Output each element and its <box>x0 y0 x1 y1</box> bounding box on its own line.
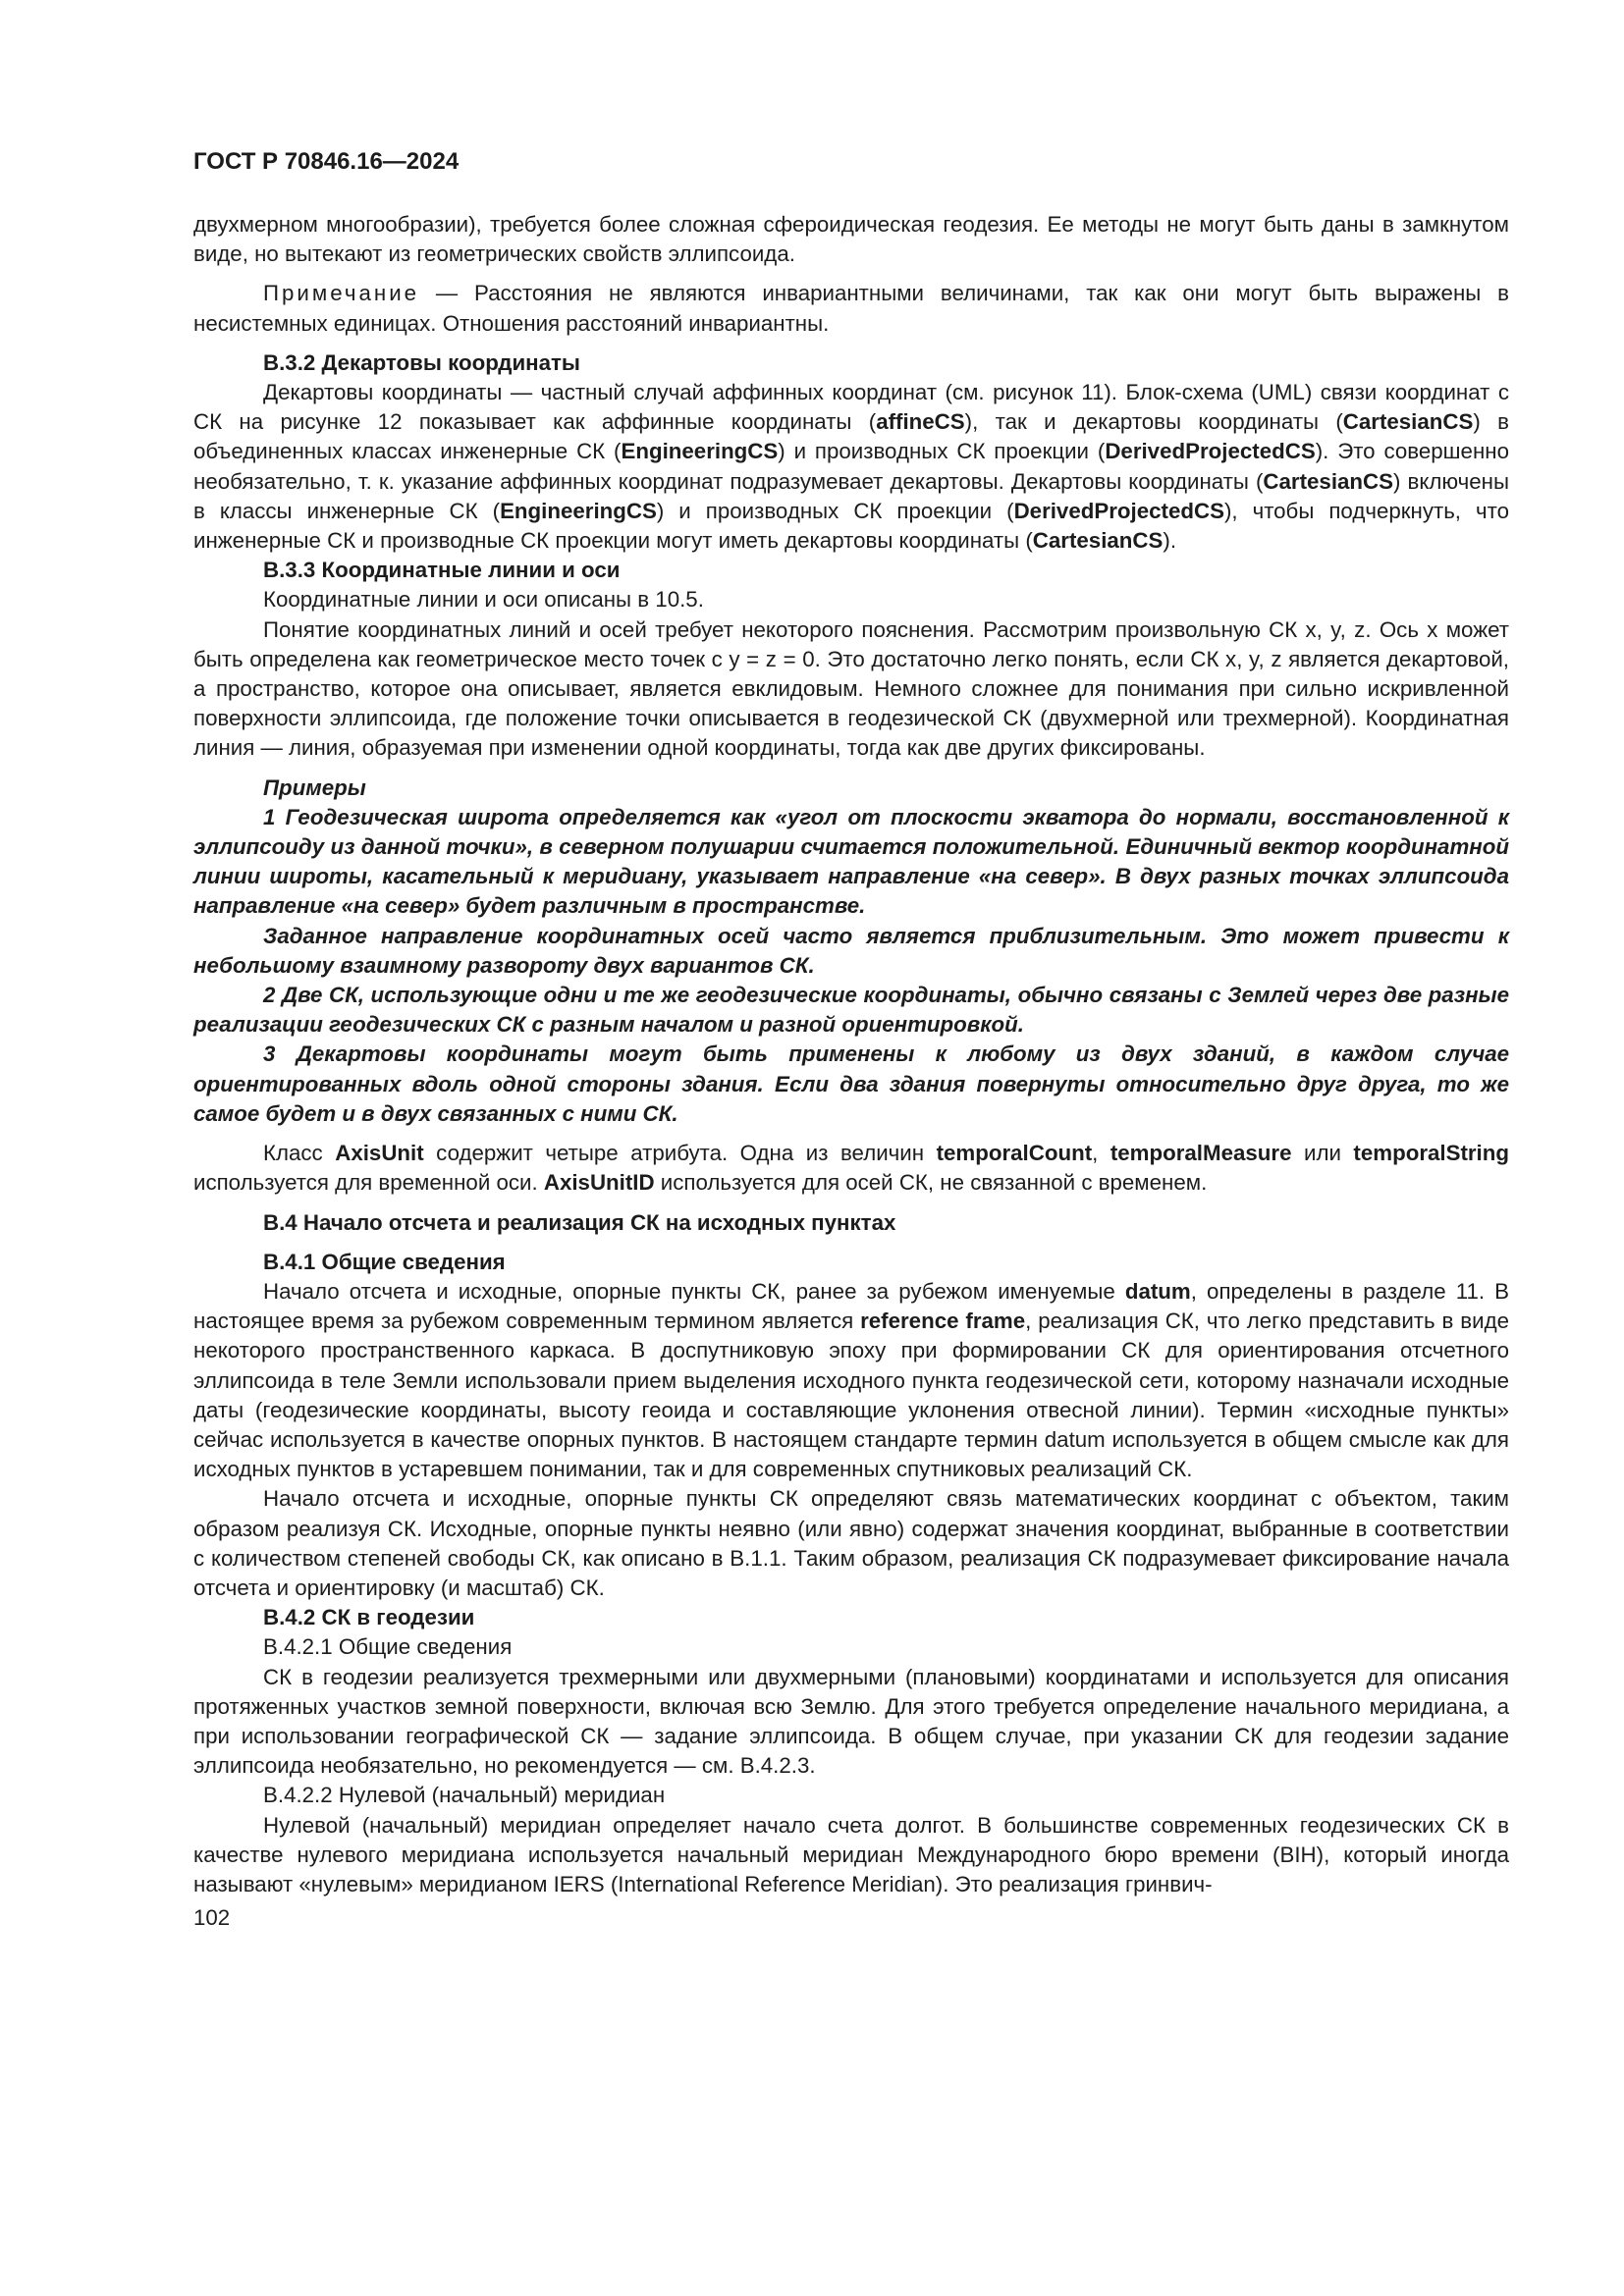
heading-b41: В.4.1 Общие сведения <box>263 1249 506 1274</box>
standard-header: ГОСТ Р 70846.16—2024 <box>193 148 460 175</box>
document-page <box>193 147 1509 1933</box>
heading-b42: В.4.2 СК в геодезии <box>263 1605 475 1630</box>
note-text: — Расстояния не являются инвариантными величинами, так как они могут быть выражены в несистемных единицах. Отношения расстояний инвариантны. <box>193 281 1509 336</box>
b422-paragraph: Нулевой (начальный) меридиан определяет начало счета долгот. В большинстве современных геодезических СК в качестве нулевого меридиана используется начальный меридиан Международного бюро времени (BIH), который иногда называют «нулевым» меридианом IERS (International Reference Meridian). Это реализация гринвич- <box>193 1812 1509 1896</box>
note-label: Примечание <box>263 281 420 306</box>
b421-paragraph: СК в геодезии реализуется трехмерными или двухмерными (плановыми) координатами и используется для описания протяженных участков земной поверхности, включая всю Землю. Для этого требуется определение начального меридиана, а при использовании географической СК — задание эллипсоида. В общем случае, при указании СК для геодезии задание эллипсоида необязательно, но рекомендуется — см. В.4.2.3. <box>193 1664 1509 1779</box>
heading-b33: В.3.3 Координатные линии и оси <box>263 558 621 583</box>
heading-b422: В.4.2.2 Нулевой (начальный) меридиан <box>263 1783 666 1808</box>
axisunit-paragraph: Класс AxisUnit содержит четыре атрибута. Одна из величин temporalCount, temporalMeasure или temporalString используется для временной оси. AxisUnitID используется для осей СК, не связанной с временем. <box>193 1141 1509 1196</box>
b41-paragraph-1: Начало отсчета и исходные, опорные пункты СК, ранее за рубежом именуемые datum, определены в разделе 11. В настоящее время за рубежом современным термином является reference frame, реализация СК, что легко представить в виде некоторого пространственного каркаса. В доспутниковую эпоху при формировании СК для ориентирования отсчетного эллипсоида в теле Земли использовали прием выделения исходного пункта геодезической сети, которому назначали исходные даты (геодезические координаты, высоту геоида и составляющие уклонения отвесной линии). Термин «исходные пункты» сейчас используется в качестве опорных пунктов. В настоящем стандарте термин datum используется в общем смысле как для исходных пунктов в устаревшем понимании, так и для современных спутниковых реализаций СК. <box>193 1278 1510 1482</box>
b33-paragraph-2: Понятие координатных линий и осей требует некоторого пояснения. Рассмотрим произвольную СК x, y, z. Ось x может быть определена как геометрическое место точек с y = z = 0. Это достаточно легко понять, если СК x, y, z является декартовой, а пространство, которое она описывает, является евклидовым. Немного сложнее для понимания при сильно искривленной поверхности эллипсоида, где положение точки описывается в геодезической СК (двухмерной или трехмерной). Координатная линия — линия, образуемая при изменении одной координаты, тогда как две других фиксированы. <box>193 616 1509 761</box>
heading-b421: В.4.2.1 Общие сведения <box>263 1634 513 1660</box>
heading-b4: В.4 Начало отсчета и реализация СК на исходных пунктах <box>263 1209 896 1235</box>
intro-paragraph: двухмерном многообразии), требуется более сложная сфероидическая геодезия. Ее методы не могут быть даны в замкнутом виде, но вытекают из геометрических свойств эллипсоида. <box>193 212 1509 267</box>
example-1: 1 Геодезическая широта определяется как «угол от плоскости экватора до нормали, восстановленной к эллипсоиду из данной точки», в северном полушарии считается положительной. Единичный вектор координатной линии широты, касательный к меридиану, указывает направление «на север». В двух разных точках эллипсоида направление «на север» будет различным в пространстве. <box>193 804 1509 919</box>
b33-paragraph-1: Координатные линии и оси описаны в 10.5. <box>263 587 704 613</box>
note-paragraph <box>193 279 1509 338</box>
example-2: 2 Две СК, использующие одни и те же геодезические координаты, обычно связаны с Землей через две разные реализации геодезических СК с разным началом и разной ориентировкой. <box>193 983 1509 1038</box>
example-3: 3 Декартовы координаты могут быть применены к любому из двух зданий, в каждом случае ориентированных вдоль одной стороны здания. Если два здания повернуты относительно друг друга, то же самое будет и в двух связанных с ними СК. <box>193 1041 1509 1126</box>
examples-title: Примеры <box>263 774 366 800</box>
example-1-continuation: Заданное направление координатных осей часто является приблизительным. Это может привести к небольшому взаимному развороту двух вариантов СК. <box>193 923 1509 978</box>
heading-b32: В.3.2 Декартовы координаты <box>263 349 580 375</box>
b41-paragraph-2: Начало отсчета и исходные, опорные пункты СК определяют связь математических координат с объектом, таким образом реализуя СК. Исходные, опорные пункты неявно (или явно) содержат значения координат, выбранные в соответствии с количеством степеней свободы СК, как описано в В.1.1. Таким образом, реализация СК подразумевает фиксирование начала отсчета и ориентировку (и масштаб) СК. <box>193 1486 1509 1600</box>
page-number: 102 <box>193 1905 231 1931</box>
b32-paragraph: Декартовы координаты — частный случай аффинных координат (см. рисунок 11). Блок-схема (UML) связи координат с СК на рисунке 12 показывает как аффинные координаты (affineCS), так и декартовы координаты (CartesianCS) в объединенных классах инженерные СК (EngineeringCS) и производных СК проекции (DerivedProjectedCS). Это совершенно необязательно, т. к. указание аффинных координат подразумевает декартовы. Декартовы координаты (CartesianCS) включены в классы инженерные СК (EngineeringCS) и производных СК проекции (DerivedProjectedCS), чтобы подчеркнуть, что инженерные СК и производные СК проекции могут иметь декартовы координаты (CartesianCS). <box>193 380 1509 554</box>
